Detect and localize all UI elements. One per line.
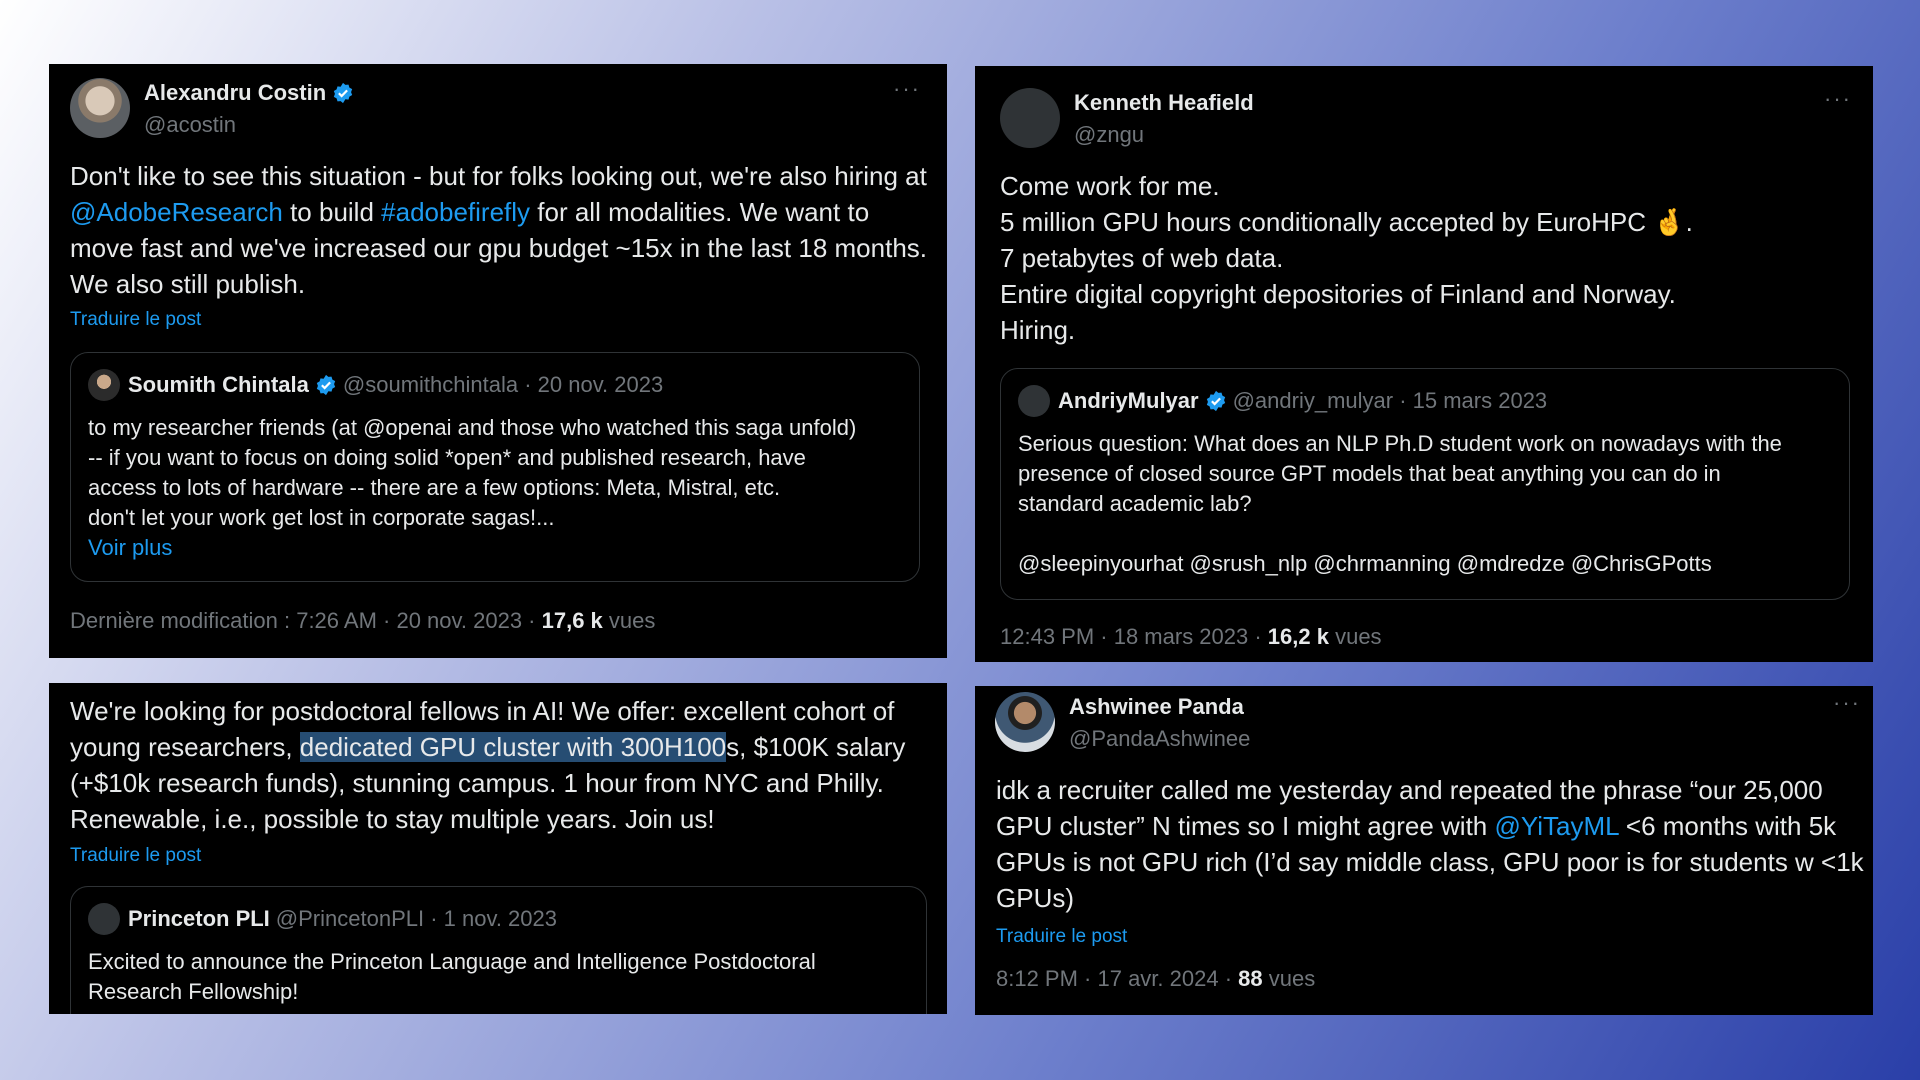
quoted-tweet[interactable]: [70, 886, 927, 1014]
quoted-meta: @PrincetonPLI · 1 nov. 2023: [275, 906, 557, 931]
tweet-text-part: idk a recruiter called me yesterday and repeated the phrase “our 25,000 GPU cluster” N times so I might agree with: [996, 775, 1823, 841]
quoted-text: Serious question: What does an NLP Ph.D student work on nowadays with the presence of closed source GPT models that beat anything you can do in standard academic lab? @sleepinyourhat @srush_nlp @chrmanning @mdredze @ChrisGPotts: [1018, 431, 1782, 576]
author-name[interactable]: Ashwinee Panda: [1069, 694, 1244, 719]
tweet-header: [70, 78, 354, 138]
verified-badge-icon: [315, 374, 337, 396]
author-name[interactable]: Kenneth Heafield: [1074, 90, 1254, 115]
quoted-text: to my researcher friends (at @openai and those who watched this saga unfold) -- if you want to focus on doing solid *open* and published research, have access to lots of hardware -- there are a few options: Meta, Mistral, etc. don't let your work get lost in corporate sagas!...: [88, 415, 857, 530]
tweet-header: [995, 692, 1250, 752]
translate-post-link[interactable]: Traduire le post: [996, 926, 1128, 947]
views-label: vues: [602, 608, 656, 633]
view-count: 16,2 k: [1267, 624, 1329, 649]
tweet-text-part: Don't like to see this situation - but for folks looking out, we're also hiring at: [70, 161, 927, 191]
more-options-icon[interactable]: ···: [893, 76, 921, 101]
verified-badge-icon: [1205, 390, 1227, 412]
author-name[interactable]: Alexandru Costin: [144, 80, 327, 105]
quoted-avatar[interactable]: [1018, 385, 1050, 417]
tweet-text: [70, 158, 930, 302]
avatar[interactable]: [995, 692, 1055, 752]
author-handle[interactable]: @acostin: [144, 112, 237, 137]
quoted-avatar[interactable]: [88, 369, 120, 401]
selected-text: dedicated GPU cluster with 300H100: [299, 732, 727, 762]
tweet-text-part: s, $100K salary (+$10k research funds), stunning campus. 1 hour from NYC and Philly. Renewable, i.e., possible to stay multiple years. Join us!: [70, 732, 906, 834]
tweet-footer: [996, 966, 1315, 992]
quoted-tweet-header: [88, 903, 557, 935]
timestamp[interactable]: Dernière modification : 7:26 AM · 20 nov. 2023 ·: [70, 608, 542, 633]
more-options-icon[interactable]: ···: [1833, 690, 1861, 715]
more-options-icon[interactable]: ···: [1824, 86, 1852, 111]
tweet-header: [1000, 88, 1254, 148]
tweet-text-part: <6 months with 5k GPUs is not GPU rich (I’d say middle class, GPU poor is for students w <1k GPUs): [996, 811, 1864, 913]
tweet-text: [70, 693, 940, 837]
avatar[interactable]: [1000, 88, 1060, 148]
tweet-text-part: to build: [282, 197, 382, 227]
quoted-tweet-header: [1018, 385, 1547, 417]
tweet-text: Come work for me. 5 million GPU hours conditionally accepted by EuroHPC 🤞. 7 petabytes of web data. Entire digital copyright depositories of Finland and Norway. Hiring.: [1000, 171, 1693, 345]
quoted-tweet-header: [88, 369, 663, 401]
timestamp[interactable]: 8:12 PM · 17 avr. 2024 ·: [996, 966, 1239, 991]
mention-link[interactable]: @AdobeResearch: [70, 197, 283, 227]
quoted-avatar[interactable]: [88, 903, 120, 935]
quoted-author-name[interactable]: Soumith Chintala: [128, 372, 309, 397]
tweet-card-postdoc-fellows[interactable]: [49, 683, 947, 1014]
views-label: vues: [1262, 966, 1316, 991]
tweet-text: [996, 772, 1866, 916]
avatar[interactable]: [70, 78, 130, 138]
view-count: 88: [1238, 966, 1263, 991]
quoted-author-name[interactable]: AndriyMulyar: [1058, 388, 1199, 413]
tweet-card-alexandru-costin[interactable]: [49, 64, 947, 658]
tweet-footer: [70, 608, 655, 634]
quoted-author-name[interactable]: Princeton PLI: [128, 906, 270, 931]
quoted-text: Excited to announce the Princeton Language and Intelligence Postdoctoral Research Fellowship!: [88, 949, 816, 1004]
quoted-tweet[interactable]: [70, 352, 920, 582]
quoted-meta: @soumithchintala · 20 nov. 2023: [342, 372, 664, 397]
tweet-text-part: for all modalities. We want to move fast and we've increased our gpu budget ~15x in the last 18 months. We also still publish.: [70, 197, 927, 299]
author-handle[interactable]: @PandaAshwinee: [1069, 726, 1251, 751]
quoted-tweet[interactable]: [1000, 368, 1850, 600]
tweet-card-ashwinee-panda[interactable]: [975, 686, 1873, 1015]
hashtag-link[interactable]: #adobefirefly: [381, 197, 531, 227]
views-label: vues: [1328, 624, 1382, 649]
verified-badge-icon: [332, 82, 354, 104]
quoted-meta: @andriy_mulyar · 15 mars 2023: [1232, 388, 1548, 413]
timestamp[interactable]: 12:43 PM · 18 mars 2023 ·: [1000, 624, 1268, 649]
tweet-footer: [1000, 624, 1382, 650]
translate-post-link[interactable]: Traduire le post: [70, 845, 202, 866]
view-count: 17,6 k: [541, 608, 603, 633]
mention-link[interactable]: @YiTayML: [1494, 811, 1619, 841]
translate-post-link[interactable]: Traduire le post: [70, 309, 202, 330]
author-handle[interactable]: @zngu: [1074, 122, 1145, 147]
tweet-card-kenneth-heafield[interactable]: [975, 66, 1873, 662]
tweet-text-part: We're looking for postdoctoral fellows in AI! We offer: excellent cohort of young researchers,: [70, 696, 895, 762]
show-more-link[interactable]: Voir plus: [88, 535, 173, 560]
